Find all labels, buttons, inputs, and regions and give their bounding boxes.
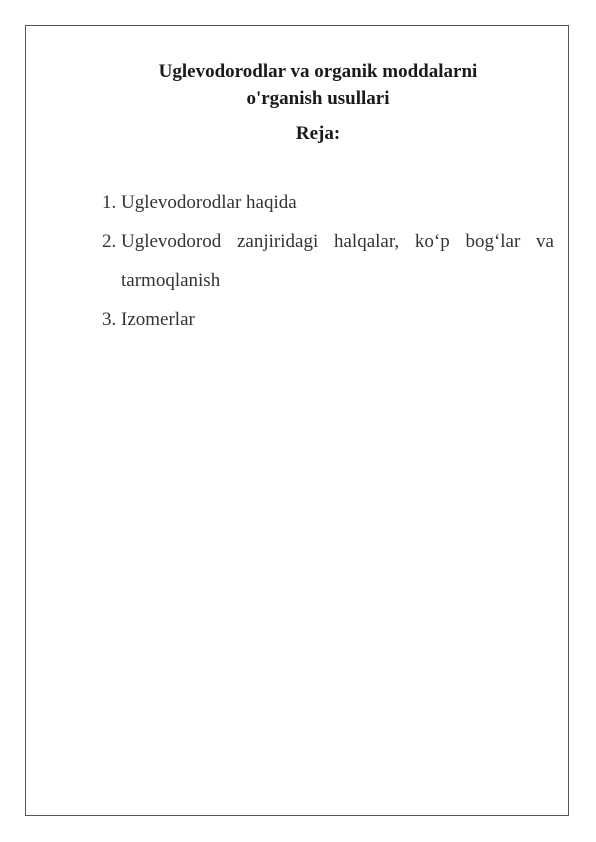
- plan-item-number: 3.: [102, 309, 117, 330]
- plan-list: [102, 183, 554, 339]
- plan-item-text: Uglevodorod zanjiridagi halqalar, ko‘p bog‘lar va tarmoqlanish: [121, 231, 554, 291]
- plan-item-3: [102, 300, 554, 339]
- plan-item-number: 2.: [102, 231, 117, 252]
- plan-item-2: [102, 222, 554, 300]
- plan-item-1: [102, 183, 554, 222]
- document-title: [60, 58, 576, 112]
- title-line-1: Uglevodorodlar va organik moddalarni: [158, 61, 478, 82]
- plan-item-text: Izomerlar: [121, 309, 195, 330]
- plan-item-number: 1.: [102, 192, 117, 213]
- plan-item-text: Uglevodorodlar haqida: [121, 192, 297, 213]
- plan-heading: Reja:: [295, 123, 341, 144]
- title-line-2: o'rganish usullari: [246, 88, 390, 109]
